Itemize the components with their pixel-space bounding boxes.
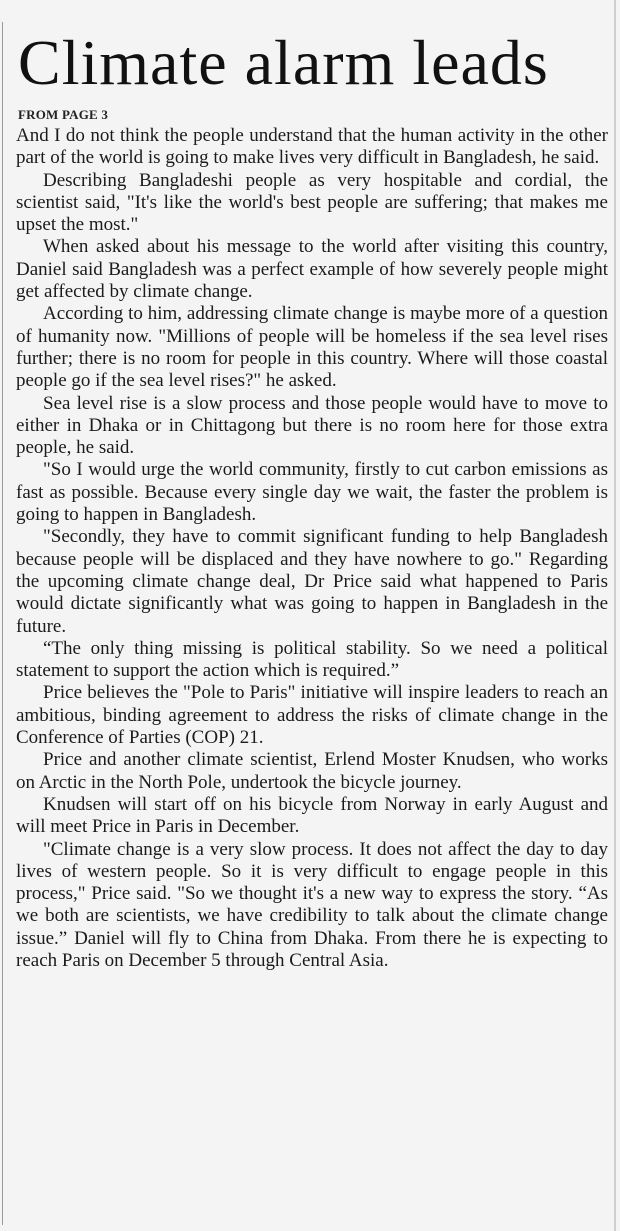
paragraph-4: According to him, addressing climate change is maybe more of a question of humanity now. "Millions of people will be homeless if the sea level rises further; there is no room for people in this country. Where will those coastal people go if the sea level rises?" he asked. bbox=[16, 303, 608, 392]
paragraph-10: Price and another climate scientist, Erlend Moster Knudsen, who works on Arctic in the North Pole, undertook the bicycle journey. bbox=[16, 749, 608, 793]
column-rule-left bbox=[2, 22, 3, 1225]
column-rule-right bbox=[614, 0, 616, 1231]
article-body bbox=[16, 125, 608, 972]
paragraph-8: “The only thing missing is political stability. So we need a political statement to support the action which is required.” bbox=[16, 637, 608, 682]
paragraph-6: "So I would urge the world community, firstly to cut carbon emissions as fast as possible. Because every single day we wait, the faster the problem is going to happen in Bangladesh. bbox=[16, 459, 608, 526]
paragraph-1: And I do not think the people understand that the human activity in the other part of the world is going to make lives very difficult in Bangladesh, he said. bbox=[16, 125, 608, 169]
continuation-kicker: FROM PAGE 3 bbox=[18, 107, 109, 122]
paragraph-2: Describing Bangladeshi people as very hospitable and cordial, the scientist said, "It's like the world's best people are suffering; that makes me upset the most." bbox=[16, 169, 608, 236]
paragraph-9: Price believes the "Pole to Paris" initiative will inspire leaders to reach an ambitious, binding agreement to address the risks of climate change in the Conference of Parties (COP) 21. bbox=[16, 682, 608, 749]
paragraph-12: "Climate change is a very slow process. It does not affect the day to day lives of western people. So it is very difficult to engage people in this process," Price said. "So we thought it's a new way to express the story. “As we both are scientists, we have credibility to talk about the climate change issue.” Daniel will fly to China from Dhaka. From there he is expecting to reach Paris on December 5 through Central Asia. bbox=[16, 838, 608, 971]
paragraph-3: When asked about his message to the world after visiting this country, Daniel said Bangladesh was a perfect example of how severely people might get affected by climate change. bbox=[16, 236, 608, 303]
paragraph-5: Sea level rise is a slow process and those people would have to move to either in Dhaka or in Chittagong but there is no room here for those extra people, he said. bbox=[16, 392, 608, 459]
paragraph-11: Knudsen will start off on his bicycle from Norway in early August and will meet Price in Paris in December. bbox=[16, 793, 608, 838]
paragraph-7: "Secondly, they have to commit significant funding to help Bangladesh because people will be displaced and they have nowhere to go." Regarding the upcoming climate change deal, Dr Price said what happened to Paris would dictate significantly what was going to happen in Bangladesh in the future. bbox=[16, 526, 608, 637]
headline: Climate alarm leads bbox=[18, 27, 549, 98]
